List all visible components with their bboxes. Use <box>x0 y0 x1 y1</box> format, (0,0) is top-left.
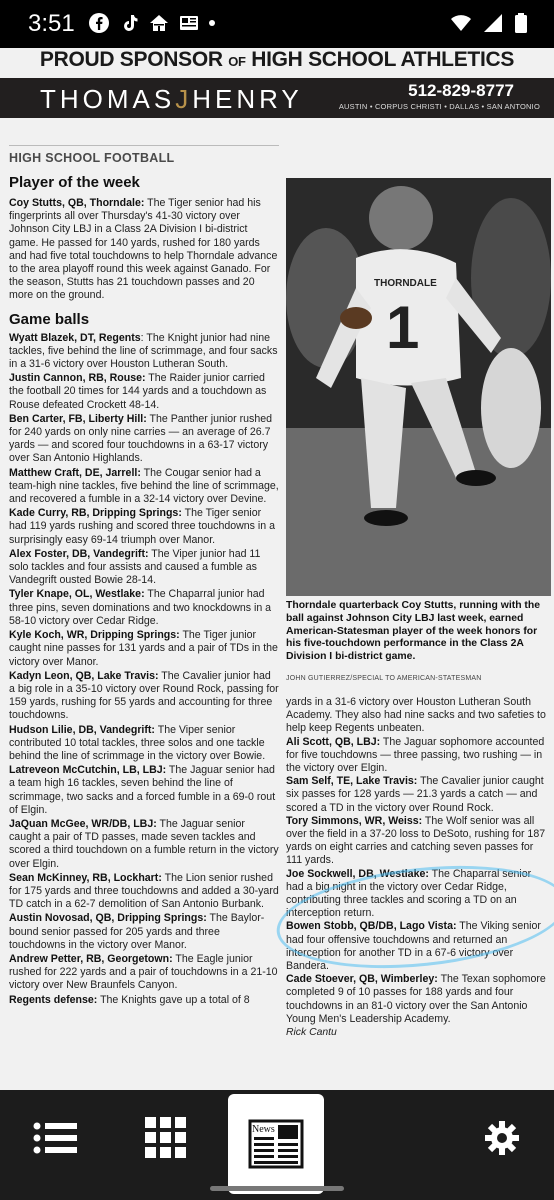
list-menu-button[interactable] <box>25 1108 85 1168</box>
game-ball-text: The Cavalier junior had a big role in a 35-10 victory over Round Rock, passing for 159 yards, rushing for 55 yards and accounting for three touchdowns. <box>9 669 279 722</box>
game-ball-text: The Viper junior had 11 solo tackles and four assists and caused a fumble as Vandegrift ousted Bowie 28-14. <box>9 547 261 587</box>
game-ball-text: The Texan sophomore completed 9 of 10 passes for 188 yards and four touchdowns in an 81-0 victory over the San Antonio Young Men's Leadership Academy. <box>286 973 546 1025</box>
game-ball-player: Kyle Koch, WR, Dripping Springs: <box>9 629 180 642</box>
game-ball-text: The Baylor-bound senior passed for 205 yards and three touchdowns in the victory over Manor. <box>9 912 265 951</box>
game-ball-entry <box>286 815 551 868</box>
game-ball-player: Sam Self, TE, Lake Travis: <box>286 775 418 788</box>
game-balls-list <box>9 332 279 1007</box>
game-ball-text: The Eagle junior rushed for 222 yards and a pair of touchdowns in a 21-10 victory over New Braunfels Canyon. <box>9 952 278 992</box>
jersey-name: THORNDALE <box>374 278 437 289</box>
jersey-number: 1 <box>386 294 420 361</box>
wifi-icon <box>450 12 472 34</box>
sponsor-phone: 512-829-8777 <box>408 81 514 100</box>
game-ball-text: The Viper senior contributed 10 total tackles, three solos and one tackle behind the line of scrimmage in the victory over Bowie. <box>9 723 266 762</box>
game-ball-player: Ben Carter, FB, Liberty Hill: <box>9 412 147 425</box>
sponsor-logo: THOMASJHENRY <box>40 84 303 114</box>
game-ball-entry <box>286 868 551 921</box>
game-ball-entry <box>9 994 279 1007</box>
tiktok-icon <box>118 12 140 34</box>
menu-list-icon <box>32 1120 78 1156</box>
game-balls-heading: Game balls <box>9 310 90 328</box>
game-ball-entry <box>9 764 279 817</box>
player-photo <box>286 178 551 596</box>
game-ball-player: Regents defense: <box>9 993 98 1006</box>
game-ball-entry <box>9 912 279 952</box>
article-right-column <box>286 696 551 1039</box>
signal-icon <box>482 12 504 34</box>
sponsor-headline: PROUD SPONSOR OF HIGH SCHOOL ATHLETICS <box>39 48 515 71</box>
game-ball-player: Andrew Petter, RB, Georgetown: <box>9 952 173 965</box>
gesture-handle[interactable] <box>210 1186 344 1191</box>
game-ball-player: Bowen Stobb, QB/DB, Lago Vista: <box>286 920 457 933</box>
game-ball-player: Kadyn Leon, QB, Lake Travis: <box>9 669 159 682</box>
game-ball-entry <box>9 332 279 372</box>
game-ball-entry <box>9 818 279 871</box>
game-ball-text: The Cavalier junior caught six passes for 128 yards — 21.3 yards a catch — and scored a TD in the victory over Round Rock. <box>286 775 544 814</box>
game-ball-entry <box>9 507 279 547</box>
game-ball-text: The Tiger senior had 119 yards rushing and scored three touchdowns in a surprisingly easy 69-14 triumph over Manor. <box>9 507 275 546</box>
sponsor-logo-bar <box>0 78 554 118</box>
player-of-week-text: Coy Stutts, QB, Thorndale: The Tiger senior had his fingerprints all over Thursday's 41-30 victory over Johnson City LBJ in a Class 2A Division I bi-district game. He passed for 140 yards, rushed for 180 yards and had five total touchdowns to help Thorndale advance to the area playoff round this week against Ganado. For the season, Stutts has 21 touchdown passes and 20 more on the ground. <box>9 197 278 302</box>
photo-caption: Thorndale quarterback Coy Stutts, running with the ball against Johnson City LBJ last week, earned American-Statesman player of the week honors for his five-touchdown performance in the Class 2A Division I bi-district game. <box>286 600 541 663</box>
game-ball-text: The Raider junior carried the football 20 times for 144 yards and a touchdown as Rouse defeated Crockett 48-14. <box>9 372 267 411</box>
game-ball-text: The Tiger junior caught nine passes for 131 yards and a pair of TDs in the victory over Manor. <box>9 629 278 668</box>
home-icon <box>148 12 170 34</box>
dot-icon <box>208 12 216 34</box>
section-divider <box>9 145 279 146</box>
game-ball-entry <box>9 629 279 669</box>
game-ball-player: Wyatt Blazek, DT, Regents <box>9 331 141 344</box>
game-ball-player: Tyler Knape, OL, Westlake: <box>9 588 145 601</box>
game-ball-text: The Lion senior rushed for 175 yards and three touchdowns and added a 30-yard TD catch in a 62-7 demolition of San Antonio Burbank. <box>9 871 279 911</box>
facebook-icon <box>88 12 110 34</box>
game-ball-text: The Knights gave up a total of 8 <box>97 993 250 1006</box>
game-ball-entry <box>9 413 279 466</box>
status-bar <box>0 0 554 48</box>
author-signature: Rick Cantu <box>286 1027 337 1039</box>
game-ball-text: yards in a 31-6 victory over Houston Lutheran South Academy. They also had nine sacks and two safeties to help keep Regents unbeaten. <box>286 696 546 735</box>
game-ball-entry <box>9 588 279 628</box>
game-ball-player: Joe Sockwell, DB, Westlake: <box>286 867 429 880</box>
game-ball-player: Tory Simmons, WR, Weiss: <box>286 814 423 827</box>
game-ball-text: The Panther junior rushed for 240 yards on only nine carries — an average of 26.7 yards — and scored four touchdowns in a 63-17 victory over San Antonio Highlands. <box>9 412 272 465</box>
game-ball-player: Justin Cannon, RB, Rouse: <box>9 372 146 385</box>
game-ball-player: Cade Stoever, QB, Wimberley: <box>286 973 438 986</box>
game-ball-player: Ali Scott, QB, LBJ: <box>286 735 381 748</box>
grid-icon <box>145 1117 187 1159</box>
battery-icon <box>514 12 528 34</box>
game-ball-text: The Viking senior had four offensive touchdowns and returned an interception for another TD in a 67-6 victory over Bandera. <box>286 920 541 973</box>
game-ball-entry <box>9 670 279 723</box>
game-ball-entry <box>286 736 551 776</box>
game-ball-player: Alex Foster, DB, Vandegrift: <box>9 547 149 560</box>
game-ball-player: JaQuan McGee, WR/DB, LBJ: <box>9 817 157 830</box>
game-ball-player: Kade Curry, RB, Dripping Springs: <box>9 507 182 520</box>
newspaper-icon <box>248 1119 304 1169</box>
game-ball-entry <box>286 775 551 815</box>
game-ball-text: The Jaguar sophomore accounted for five touchdowns — three passing, two rushing — in the victory over Elgin. <box>286 735 545 775</box>
settings-icon <box>484 1120 520 1156</box>
newspaper-view-button[interactable] <box>228 1094 324 1194</box>
game-ball-player: Sean McKinney, RB, Lockhart: <box>9 871 162 884</box>
status-time: 3:51 <box>28 10 75 37</box>
game-ball-text: The Wolf senior was all over the field in a 37-20 loss to DeSoto, rushing for 187 yards on eight carries and catching seven passes for 111 yards. <box>286 814 546 867</box>
game-ball-entry <box>9 372 279 412</box>
player-of-week-heading: Player of the week <box>9 174 140 191</box>
newspaper-icon-label: News <box>252 1124 275 1135</box>
game-ball-entry <box>9 467 279 507</box>
game-ball-entry <box>9 548 279 588</box>
sponsor-cities: AUSTIN • CORPUS CHRISTI • DALLAS • SAN ANTONIO <box>338 102 540 111</box>
bottom-navigation <box>0 1090 554 1200</box>
game-ball-player: Latreveon McCutchin, LB, LBJ: <box>9 764 167 777</box>
game-ball-entry <box>286 920 551 973</box>
sponsor-banner[interactable] <box>0 48 554 120</box>
game-ball-entry <box>286 973 551 1026</box>
notification-icons <box>88 12 216 34</box>
game-balls-list-continued <box>286 696 551 1026</box>
game-ball-player: Matthew Craft, DE, Jarrell: <box>9 466 141 479</box>
grid-view-button[interactable] <box>136 1108 196 1168</box>
game-ball-entry <box>9 872 279 912</box>
game-ball-text: The Chaparral junior had three pins, seven dominations and two knockdowns in a 58-10 victory over Cedar Ridge. <box>9 588 272 627</box>
system-icons <box>450 12 528 34</box>
game-ball-text: The Jaguar senior had a team high 16 tackles, seven behind the line of scrimmage, two sacks and a forced fumble in a 69-0 rout of Elgin. <box>9 764 276 816</box>
newspaper-page[interactable] <box>0 48 554 1090</box>
game-ball-player: Austin Novosad, QB, Dripping Springs: <box>9 912 207 925</box>
settings-button[interactable] <box>472 1108 532 1168</box>
news-icon <box>178 12 200 34</box>
article-left-column <box>9 174 279 1008</box>
game-ball-entry <box>9 953 279 993</box>
photo-credit: JOHN GUTIERREZ/SPECIAL TO AMERICAN-STATESMAN <box>286 675 482 682</box>
game-ball-text: : The Knight junior had nine tackles, five behind the line of scrimmage, and four sacks in a 31-6 victory over Houston Lutheran South. <box>9 331 278 371</box>
game-ball-text: The Cougar senior had a team-high nine tackles, five behind the line of scrimmage, and recovered a fumble in a 32-14 victory over Devine. <box>9 466 279 506</box>
game-ball-text: The Jaguar senior caught a pair of TD passes, made seven tackles and scored a third touchdown on a fumble return in the victory over Elgin. <box>9 817 279 870</box>
section-label: HIGH SCHOOL FOOTBALL <box>9 151 175 165</box>
game-ball-entry <box>286 696 551 736</box>
game-ball-text: The Chaparral senior had a big night in the victory over Cedar Ridge, contributing three tackles and scoring a TD on an interception return. <box>286 867 532 920</box>
game-ball-entry <box>9 724 279 764</box>
game-ball-player: Hudson Lilie, DB, Vandegrift: <box>9 723 155 736</box>
